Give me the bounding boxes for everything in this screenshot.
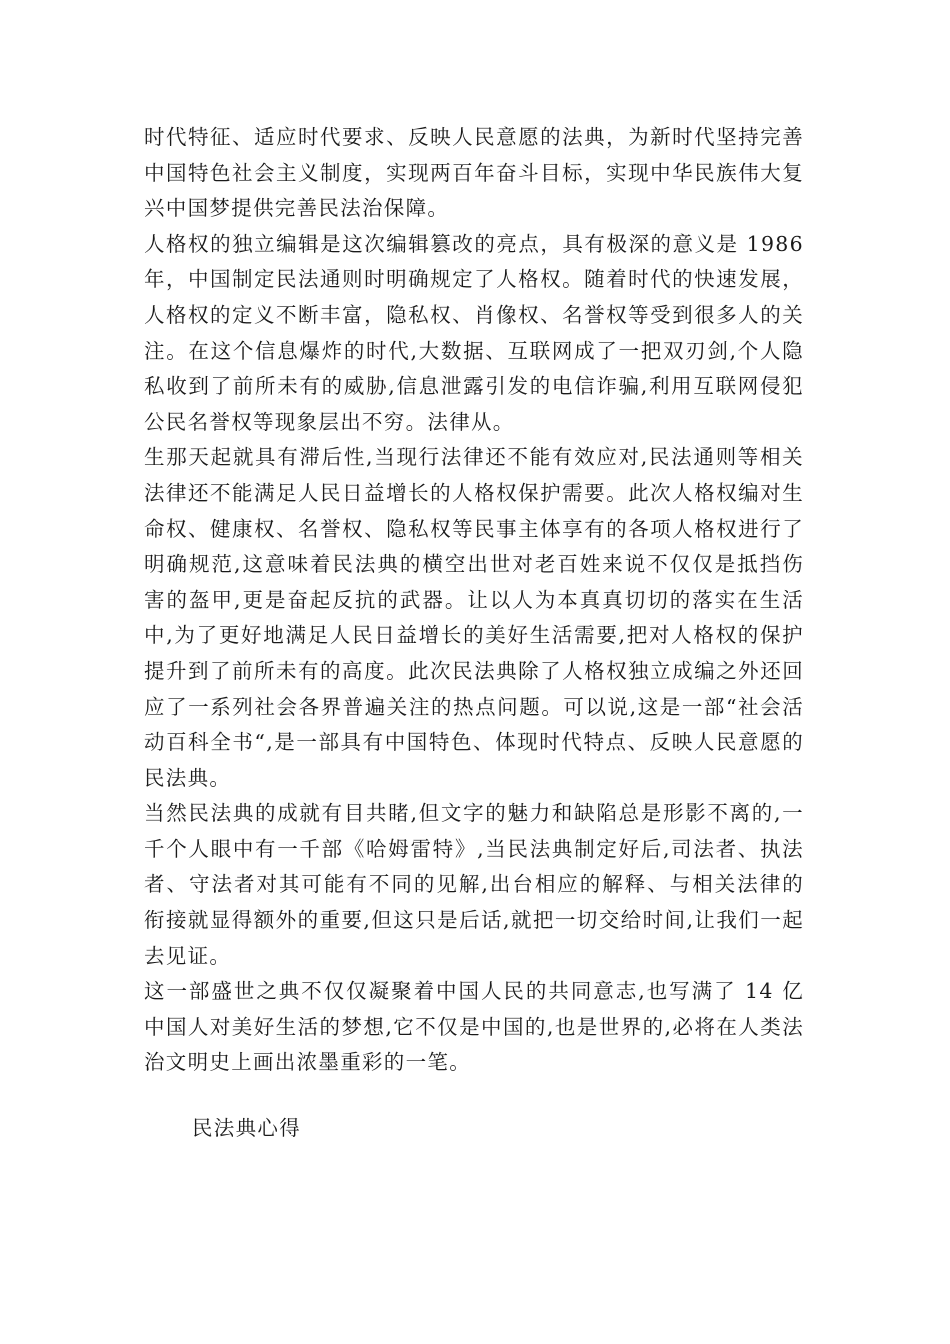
paragraph: 当然民法典的成就有目共睹,但文字的魅力和缺陷总是形影不离的,一千个人眼中有一千部《哈姆雷特》,当民法典制定好后,司法者、执法者、守法者对其可能有不同的见解,出台相应的解释、与相关法律的衔接就显得额外的重要,但这只是后话,就把一切交给时间,让我们一起去见证。 (144, 801, 804, 968)
paragraph: 时代特征、适应时代要求、反映人民意愿的法典，为新时代坚持完善中国特色社会主义制度，实现两百年奋斗目标，实现中华民族伟大复兴中国梦提供完善民法治保障。 (144, 125, 804, 221)
paragraph: 这一部盛世之典不仅仅凝聚着中国人民的共同意志,也写满了 14 亿中国人对美好生活的梦想,它不仅是中国的,也是世界的,必将在人类法治文明史上画出浓墨重彩的一笔。 (144, 979, 804, 1075)
document-page (144, 120, 804, 1147)
paragraph: 生那天起就具有滞后性,当现行法律还不能有效应对,民法通则等相关法律还不能满足人民日益增长的人格权保护需要。此次人格权编对生命权、健康权、名誉权、隐私权等民事主体享有的各项人格权进行了明确规范,这意味着民法典的横空出世对老百姓来说不仅仅是抵挡伤害的盔甲,更是奋起反抗的武器。让以人为本真真切切的落实在生活中,为了更好地满足人民日益增长的美好生活需要,把对人格权的保护提升到了前所未有的高度。此次民法典除了人格权独立成编之外还回应了一系列社会各界普遍关注的热点问题。可以说,这是一部“社会活动百科全书“,是一部具有中国特色、体现时代特点、反映人民意愿的民法典。 (144, 445, 804, 790)
section-heading: 民法典心得 (192, 1116, 301, 1141)
paragraph: 人格权的独立编辑是这次编辑篡改的亮点，具有极深的意义是 1986 年，中国制定民法通则时明确规定了人格权。随着时代的快速发展，人格权的定义不断丰富，隐私权、肖像权、名誉权等受到很多人的关注。在这个信息爆炸的时代,大数据、互联网成了一把双刃剑,个人隐私收到了前所未有的威胁,信息泄露引发的电信诈骗,利用互联网侵犯公民名誉权等现象层出不穷。法律从。 (144, 231, 804, 434)
